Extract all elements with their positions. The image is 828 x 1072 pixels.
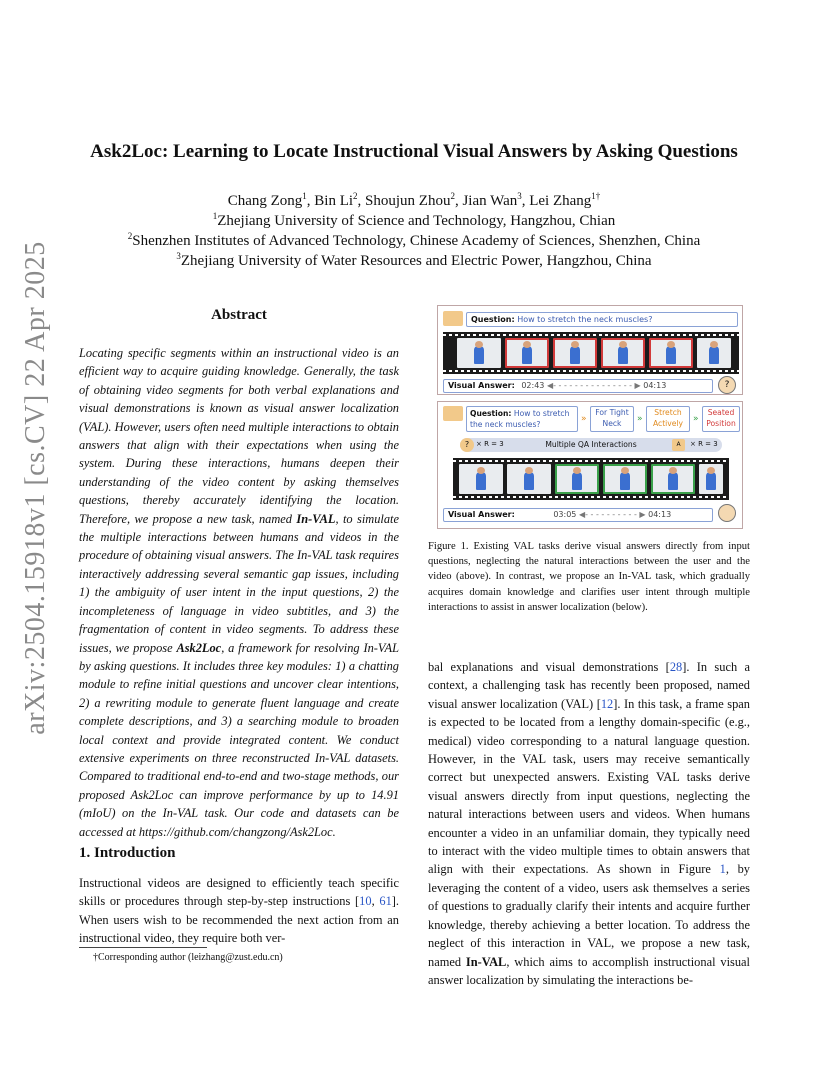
film-sprocket	[453, 496, 729, 498]
figure-1	[437, 305, 743, 530]
step-label: Stretch	[654, 408, 682, 417]
abstract-heading: Abstract	[211, 307, 267, 323]
figure-caption: Figure 1. Existing VAL tasks derive visual answers directly from input questions, neglecting the natural interactions between the user and the video (above). In contrast, we propose an In-VAL task, which gradually acquires domain knowledge and clarifies user intent through multiple interactions to assist in answer localization (below).	[428, 541, 750, 613]
abstract-text: Locating specific segments within an instructional video is an efficient way to acquire guiding knowledge. Generally, the task of obtaining video segments for both verbal explanations and visual demonstrations is known as visual answer localization (VAL). However, users often need multiple interactions to obtain answers that align with their expectations when using the system. During these interactions, humans deepen their understanding of the video content by asking themselves questions, thereby accurately identifying the location. Therefore, we propose a new task, named	[79, 346, 399, 526]
figure-top-panel	[437, 305, 743, 395]
question-label: Question:	[471, 315, 515, 324]
round-count: × R = 3	[476, 440, 504, 448]
affiliation-2	[0, 233, 828, 250]
video-frame	[649, 338, 693, 368]
visual-answer-label: Visual Answer:	[448, 510, 515, 519]
body-text: ]. In this task, a frame span is expected to be located from a lengthy domain-specific (e.g., medical) video corresponding to a natural language question. However, in the VAL task, users may receive semantically correct but unexpected answers. Existing VAL tasks derive visual answers directly from input questions, neglecting the natural interactions between users and videos. When humans encounter a video in an unfamiliar domain, they typically need to interact with the video multiple times to obtain answers that align with their expectations. As shown in Figure	[428, 696, 750, 877]
film-sprocket	[443, 334, 739, 336]
round-count: × R = 3	[690, 440, 718, 448]
video-frame	[697, 338, 731, 368]
body-text: Instructional videos are designed to efficiently teach specific skills or procedures through step-by-step instructions [	[79, 876, 399, 909]
citation-link[interactable]: 10	[359, 894, 372, 909]
body-text: ,	[371, 894, 380, 909]
video-filmstrip	[453, 458, 729, 500]
section-heading-introduction: 1. Introduction	[79, 845, 176, 861]
answer-bubble-icon: A	[672, 439, 685, 451]
visual-answer-label: Visual Answer:	[448, 381, 515, 390]
question-bubble-icon: ?	[460, 438, 474, 452]
author-affiliation-mark: 2	[450, 191, 455, 201]
footnote: †Corresponding author (leizhang@zust.edu.cn)	[93, 952, 283, 963]
body-text: ]. In such a context, a challenging task has recently been proposed, named visual answer localization (VAL) [	[428, 660, 750, 711]
affiliation-3	[0, 253, 828, 270]
video-frame	[651, 464, 695, 494]
author-list: Chang Zong$^1$, Bin Li$^2$, Shoujun Zhou$^2$, Jian Wan$^3$, Lei Zhang$^{1\dagger}$	[227, 191, 601, 209]
author-name: Shoujun Zhou	[365, 193, 451, 209]
answer-start-time: 02:43	[521, 381, 545, 390]
affiliation-mark: 2	[127, 231, 133, 241]
question-text: How to stretch the neck muscles?	[517, 315, 653, 324]
video-frame	[459, 464, 503, 494]
figure-bottom-panel	[437, 401, 743, 529]
dashed-arrow: ◀- - - - - - - - - - - - - - - ▶	[546, 381, 641, 390]
answer-end-time: 04:13	[648, 510, 672, 519]
question-text: How to stretch	[513, 409, 570, 418]
introduction-body	[79, 874, 399, 948]
affiliation-mark: 3	[176, 251, 181, 261]
confused-user-icon: ?	[718, 376, 736, 394]
arxiv-identifier-stamp: arXiv:2504.15918v1 [cs.CV] 22 Apr 2025	[20, 241, 51, 735]
video-frame	[507, 464, 551, 494]
affiliation-mark: 1	[212, 211, 218, 221]
abstract-body	[79, 344, 399, 841]
author-affiliation-mark: 3	[517, 191, 522, 201]
video-frame	[457, 338, 501, 368]
affiliation-1	[0, 213, 828, 230]
citation-link[interactable]: 12	[600, 696, 614, 711]
question-text: the neck muscles?	[470, 420, 541, 429]
body-text: bal explanations and visual demonstrations [	[428, 660, 670, 674]
step-label: For Tight	[595, 408, 629, 417]
step-label: Seated	[707, 408, 735, 417]
video-frame	[699, 464, 723, 494]
dashed-arrow: ◀- - - - - - - - - - ▶	[578, 510, 646, 519]
abstract-task-name: In-VAL	[296, 511, 336, 526]
abstract-framework-name: Ask2Loc	[176, 640, 222, 655]
video-frame	[553, 338, 597, 368]
task-name: In-VAL	[465, 954, 507, 969]
citation-link[interactable]: 28	[669, 660, 683, 674]
author-name: Bin Li	[314, 193, 354, 209]
answer-start-time: 03:05	[553, 510, 577, 519]
chevron-right-icon: »	[637, 414, 643, 424]
body-text: , by leveraging the content of a video, users ask themselves a series of questions to gradually clarify their intents and acquire further knowledge, thereby achieving a better location. To address the neglect of this interaction in VAL, we propose a new task, named	[428, 862, 751, 969]
film-sprocket	[453, 460, 729, 462]
video-frame	[603, 464, 647, 494]
video-filmstrip	[443, 332, 739, 374]
affiliation-text: Zhejiang University of Science and Technology, Hangzhou, Chian	[217, 213, 616, 229]
step-label: Neck	[602, 419, 622, 428]
author-name: Chang Zong	[227, 193, 303, 209]
chevron-right-icon: »	[581, 414, 587, 424]
question-label: Question:	[470, 409, 512, 418]
user-icon	[443, 406, 463, 421]
video-frame	[555, 464, 599, 494]
author-name: Lei Zhang	[529, 193, 592, 209]
video-frame	[601, 338, 645, 368]
satisfied-user-icon	[718, 504, 736, 522]
chevron-right-icon: »	[693, 414, 699, 424]
figure-reference-link[interactable]: 1	[719, 862, 726, 877]
interaction-label: Multiple QA Interactions	[545, 440, 637, 449]
answer-end-time: 04:13	[643, 381, 667, 390]
author-affiliation-mark: 1†	[591, 191, 601, 201]
affiliation-text: Zhejiang University of Water Resources and Electric Power, Hangzhou, China	[180, 253, 652, 269]
step-label: Position	[706, 419, 736, 428]
footnote-divider	[79, 947, 207, 948]
paper-title: Ask2Loc: Learning to Locate Instructional Visual Answers by Asking Questions	[90, 141, 738, 162]
author-affiliation-mark: 1	[302, 191, 307, 201]
abstract-text: , a framework for resolving In-VAL by asking questions. It includes three key modules: 1) a chatting module to refine initial questions and uncover clear intentions, 2) a rewriting module to generate fluent language and create complete descriptions, and 3) a searching module to broaden local context and provide integrated content. We conduct extensive experiments on three reconstructed In-VAL datasets. Compared to traditional end-to-end and two-stage methods, our proposed Ask2Loc can improve performance by up to 14.91 (mIoU) on the In-VAL task. Our code and datasets can be accessed at https://github.com/changzong/Ask2Loc.	[79, 640, 399, 839]
right-column-body	[428, 658, 750, 989]
video-frame	[505, 338, 549, 368]
user-icon	[443, 311, 463, 326]
author-affiliation-mark: 2	[353, 191, 358, 201]
author-name: Jian Wan	[462, 193, 518, 209]
body-text: , which aims to accomplish instructional visual answer localization by simulating the interactions be-	[428, 954, 750, 987]
film-sprocket	[443, 370, 739, 372]
body-text: ]. When users wish to be recommended the next action from an instructional video, they require both ver-	[79, 894, 399, 946]
affiliation-text: Shenzhen Institutes of Advanced Technology, Chinese Academy of Sciences, Shenzhen, China	[132, 233, 701, 249]
step-label: Actively	[652, 419, 684, 428]
citation-link[interactable]: 61	[379, 894, 392, 909]
abstract-text: , to simulate the multiple interactions between humans and videos in the procedure of obtaining visual answers. The In-VAL task requires interactively addressing several semantic gap issues, including 1) the ambiguity of user intent in the input questions, 2) the incompleteness of language in video subtitles, and 3) the fragmentation of content in video segments. To address these issues, we propose	[79, 511, 400, 655]
